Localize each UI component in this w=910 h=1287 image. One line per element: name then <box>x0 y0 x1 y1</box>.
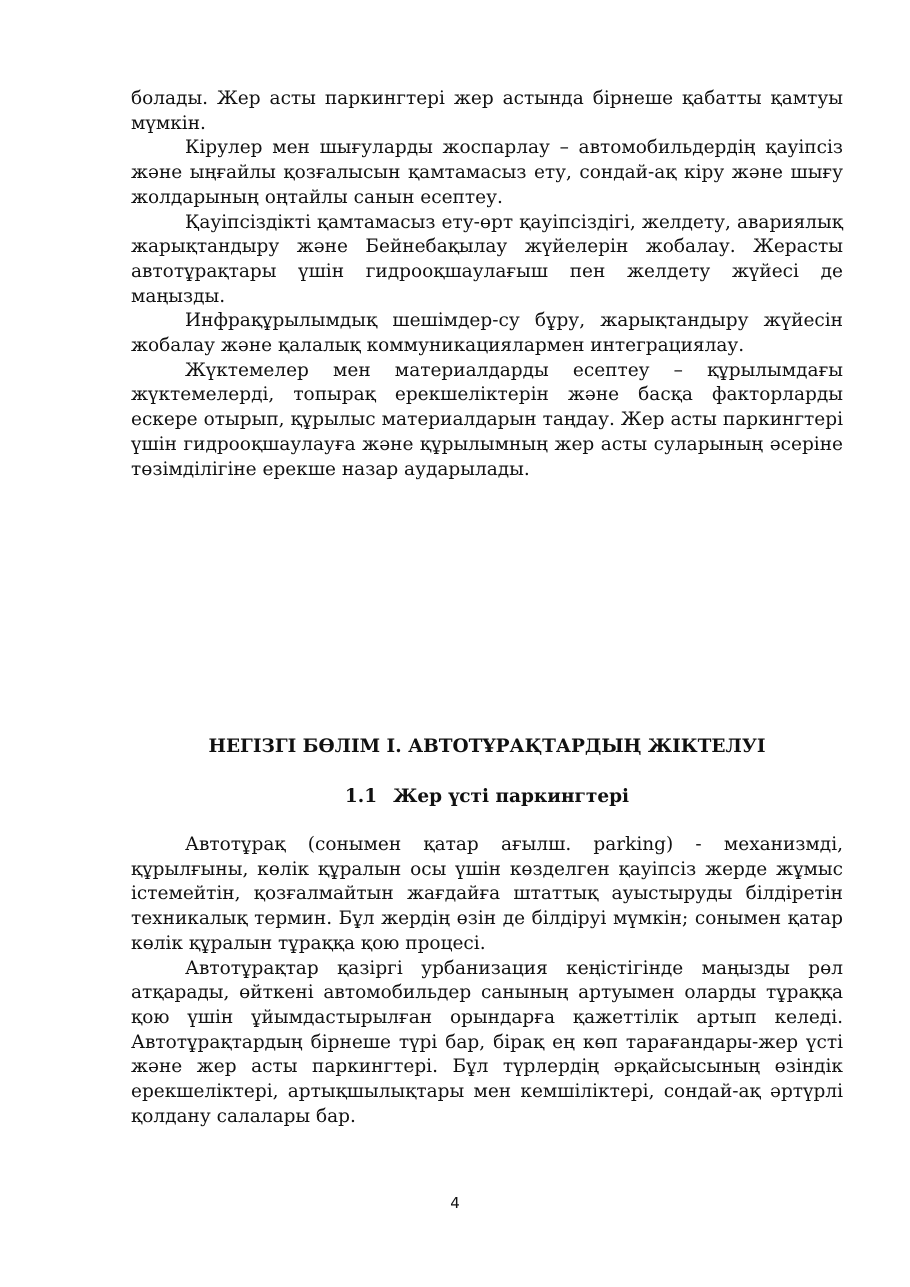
section-heading: НЕГІЗГІ БӨЛІМ І. АВТОТҰРАҚТАРДЫҢ ЖІКТЕЛУІ <box>208 736 766 757</box>
paragraph-entrances-exits: Кірулер мен шығуларды жоспарлау – автомобильдердің қауіпсіз және ыңғайлы қозғалысын қамтамасыз ету, сондай-ақ кіру және шығу жолдарының оңтайлы санын есептеу. <box>131 137 843 208</box>
paragraph-parking-definition: Автотұрақ (сонымен қатар ағылш. parking) - механизмді, құрылғыны, көлік құралын осы үшін көзделген қауіпсіз жерде жұмыс істемейтін, қозғалмайтын жағдайға штаттық ауыстыруды білдіретін техникалық термин. Бұл жердің өзін де білдіруі мүмкін; сонымен қатар көлік құралын тұраққа қою процесі. <box>131 834 843 954</box>
top-text-block <box>131 87 843 482</box>
paragraph-infrastructure: Инфрақұрылымдық шешімдер-су бұру, жарықтандыру жүйесін жобалау және қалалық коммуникациялармен интеграциялау. <box>131 310 843 357</box>
bottom-text-block <box>131 833 843 1129</box>
subsection-heading <box>131 784 843 810</box>
page-number: 4 <box>450 1194 460 1212</box>
paragraph-parking-types: Автотұрақтар қазіргі урбанизация кеңістігінде маңызды рөл атқарады, өйткені автомобильдер санының артуымен оларды тұраққа қою үшін ұйымдастырылған орындарға қажеттілік артып келеді. Автотұрақтардың бірнеше түрі бар, бірақ ең көп тарағандары-жер үсті және жер асты паркингтері. Бұл түрлердің әрқайсысының өзіндік ерекшеліктері, артықшылықтары мен кемшіліктері, сондай-ақ әртүрлі қолдану салалары бар. <box>131 957 843 1127</box>
paragraph-loads-materials: Жүктемелер мен материалдарды есептеу – құрылымдағы жүктемелерді, топырақ ерекшеліктерін және басқа факторларды ескере отырып, құрылыс материалдарын таңдау. Жер асты паркингтері үшін гидрооқшаулауға және құрылымның жер асты суларының әсеріне төзімділігіне ерекше назар аударылады. <box>131 359 843 480</box>
paragraph-continuation: болады. Жер асты паркингтері жер астында бірнеше қабатты қамтуы мүмкін. <box>131 88 843 134</box>
paragraph-safety: Қауіпсіздікті қамтамасыз ету-өрт қауіпсіздігі, желдету, авариялық жарықтандыру және Бейнебақылау жүйелерін жобалау. Жерасты автотұрақтары үшін гидрооқшаулағыш пен желдету жүйесі де маңызды. <box>131 211 843 307</box>
subsection-title: Жер үсті паркингтері <box>393 786 630 807</box>
subsection-number: 1.1 <box>344 786 378 807</box>
